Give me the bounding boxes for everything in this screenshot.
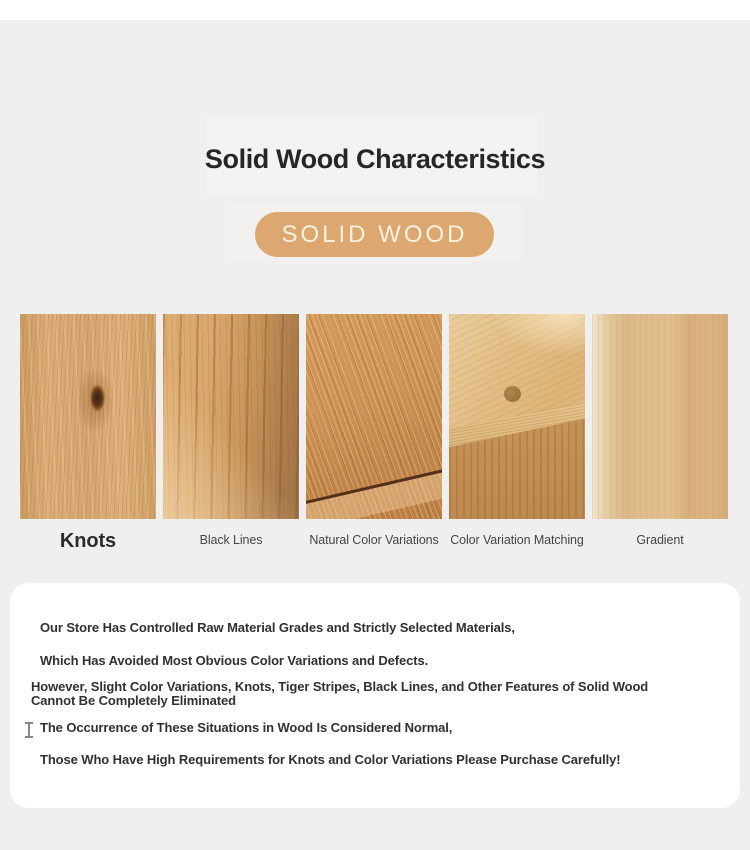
wood-swatch-color-variation-matching [449,314,585,551]
notice-line-3-continued: Cannot Be Completely Eliminated [31,693,236,708]
notice-card [10,583,740,808]
notice-line-5: Those Who Have High Requirements for Knots and Color Variations Please Purchase Carefully! [40,752,621,767]
text-cursor-icon [25,722,33,738]
wood-swatch-gradient [592,314,728,551]
wood-dowel-plug [504,386,521,402]
section-title: Solid Wood Characteristics [204,144,546,174]
wood-image-knots [20,314,156,519]
wood-swatch-knots [20,314,156,551]
notice-line-4: The Occurrence of These Situations in Wood Is Considered Normal, [40,720,453,735]
solid-wood-badge [255,212,494,257]
wood-image-color-variation-matching [449,314,585,519]
notice-line-1: Our Store Has Controlled Raw Material Grades and Strictly Selected Materials, [40,620,515,635]
wood-swatch-black-lines [163,314,299,551]
swatch-label-gradient: Gradient [636,533,684,547]
notice-line-2: Which Has Avoided Most Obvious Color Variations and Defects. [40,653,429,668]
wood-image-black-lines [163,314,299,519]
wood-swatch-row [20,314,730,551]
notice-line-3: However, Slight Color Variations, Knots, Tiger Stripes, Black Lines, and Other Features of Solid Wood [31,679,649,694]
wood-image-gradient [592,314,728,519]
swatch-label-natural-color-variations: Natural Color Variations [309,533,439,547]
solid-wood-badge-label: SOLID WOOD [281,221,468,248]
swatch-label-color-variation-matching: Color Variation Matching [450,533,584,547]
swatch-label-black-lines: Black Lines [199,533,263,547]
top-white-strip [0,0,750,20]
wood-image-natural-color-variations [306,314,442,519]
wood-swatch-natural-color-variations [306,314,442,551]
swatch-label-knots: Knots [59,530,117,552]
